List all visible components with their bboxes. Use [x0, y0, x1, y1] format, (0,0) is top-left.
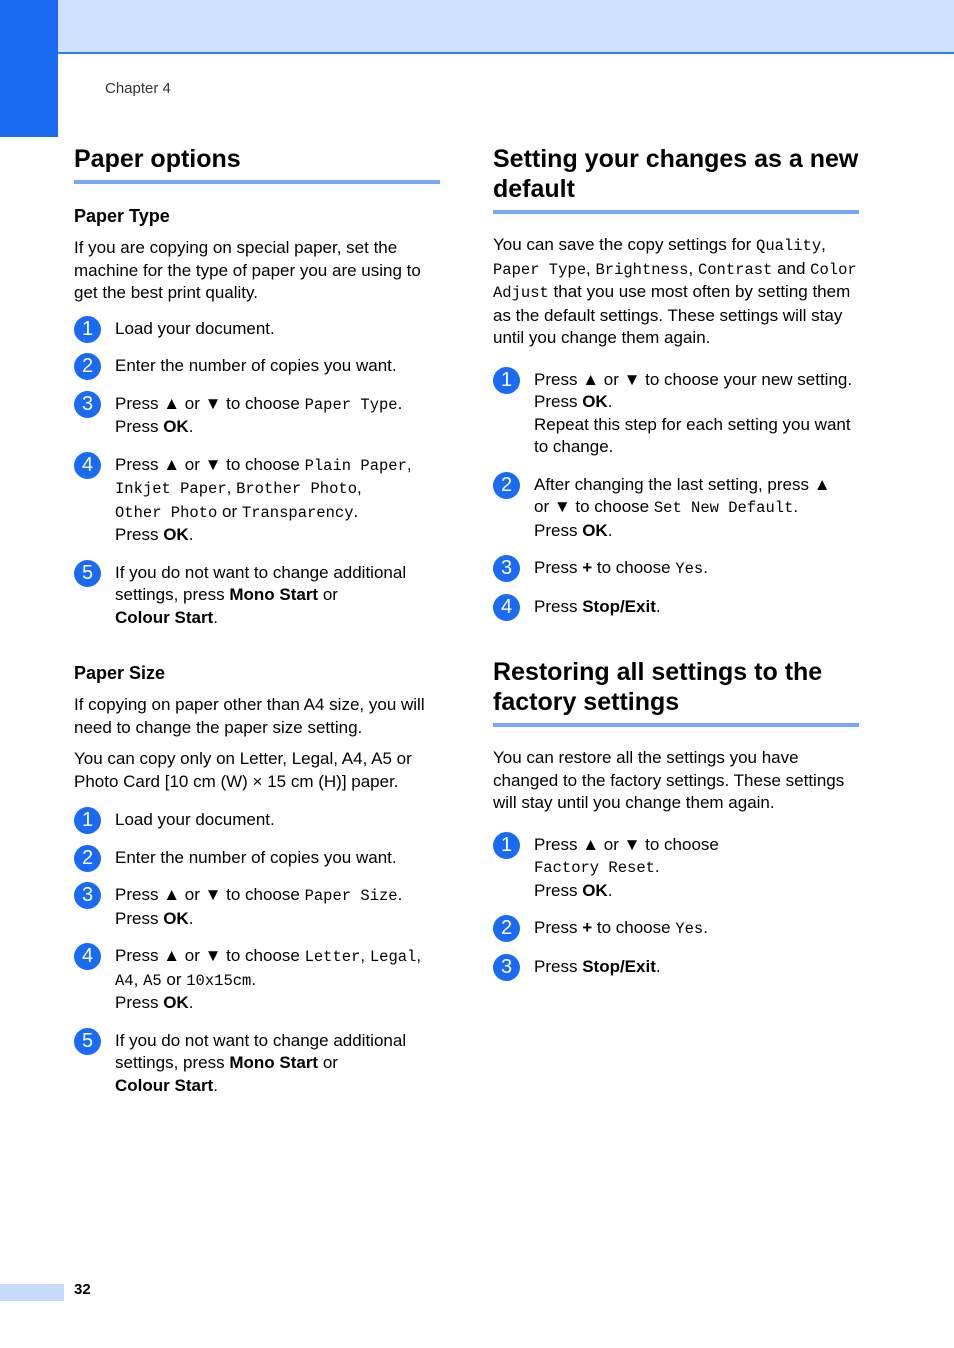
step-number: 1 — [74, 807, 101, 834]
menu-option: Transparency — [241, 503, 354, 522]
list-item — [74, 809, 440, 832]
list-item — [74, 1030, 440, 1098]
step-text: Press — [115, 885, 164, 904]
step-text: . — [353, 501, 359, 521]
step-text: Press — [115, 946, 164, 965]
step-text: to choose — [221, 946, 305, 965]
step-text: , — [360, 946, 370, 965]
menu-option: Paper Size — [304, 887, 398, 905]
up-arrow-icon: ▲ — [163, 885, 181, 904]
right-column — [493, 144, 859, 993]
step-text: . — [607, 520, 613, 540]
list-item — [493, 474, 859, 543]
step-text: to choose — [570, 497, 654, 516]
step-number: 5 — [74, 560, 101, 587]
paper-options-title: Paper options — [74, 144, 440, 184]
list-item — [74, 884, 440, 930]
up-arrow-icon: ▲ — [582, 834, 600, 854]
menu-option: Color Adjust — [493, 260, 857, 302]
paper-type-steps — [74, 318, 440, 630]
step-text: or — [599, 369, 624, 389]
intro-text: , — [821, 235, 826, 254]
new-default-title: Setting your changes as a new default — [493, 144, 859, 214]
up-arrow-icon: ▲ — [582, 369, 600, 389]
intro-text: , — [586, 258, 596, 278]
step-text: Enter the number of copies you want. — [115, 847, 397, 867]
step-number: 4 — [74, 452, 101, 479]
chapter-label: Chapter 4 — [105, 80, 171, 97]
step-text: . — [213, 1075, 218, 1095]
ok-key: OK — [163, 908, 189, 928]
menu-option: Other Photo — [115, 503, 218, 522]
menu-option: Quality — [756, 237, 822, 255]
step-text: . — [397, 393, 403, 413]
step-text: Press — [115, 417, 164, 436]
list-item — [74, 318, 440, 341]
up-arrow-icon: ▲ — [163, 946, 181, 965]
up-arrow-icon: ▲ — [163, 393, 181, 413]
menu-option: Brother Photo — [236, 480, 357, 498]
step-number: 2 — [493, 915, 520, 942]
list-item — [74, 355, 440, 378]
step-number: 3 — [493, 555, 520, 582]
stop-exit-key: Stop/Exit — [582, 596, 656, 616]
step-text: or — [161, 969, 187, 989]
step-text: Press — [534, 880, 583, 900]
step-number: 5 — [74, 1028, 101, 1055]
menu-option: Legal — [369, 948, 417, 966]
up-arrow-icon: ▲ — [813, 474, 831, 494]
step-text: Press — [115, 908, 164, 928]
plus-key: + — [582, 918, 593, 937]
down-arrow-icon: ▼ — [204, 454, 222, 474]
ok-key: OK — [163, 417, 189, 436]
step-text: Enter the number of copies you want. — [115, 356, 397, 375]
step-number: 2 — [74, 353, 101, 380]
up-arrow-icon: ▲ — [163, 454, 181, 474]
step-text: to choose — [592, 558, 676, 577]
step-text: If you do not want to change additional settings, press — [115, 562, 407, 604]
menu-option: A4 — [115, 971, 134, 990]
step-text: to choose — [221, 393, 305, 413]
menu-option: Inkjet Paper — [115, 480, 227, 498]
step-text: . — [655, 956, 661, 976]
step-text: to choose — [221, 885, 305, 904]
step-text: to choose — [221, 454, 305, 474]
ok-key: OK — [582, 880, 608, 900]
list-item — [74, 562, 440, 630]
step-text: , — [357, 478, 362, 497]
mono-start-key: Mono Start — [229, 1053, 319, 1072]
paper-size-heading: Paper Size — [74, 663, 166, 683]
step-text: . — [607, 392, 613, 411]
step-text: , — [226, 478, 237, 497]
menu-option: Set New Default — [653, 499, 794, 517]
ok-key: OK — [163, 525, 189, 544]
step-text: to choose — [640, 834, 719, 854]
step-text: to choose — [592, 918, 676, 937]
step-text: . — [188, 525, 194, 544]
menu-option: Paper Type — [493, 260, 587, 279]
chapter-tab — [0, 0, 58, 137]
step-text: or — [180, 393, 205, 413]
step-text: After changing the last setting, press — [534, 474, 814, 494]
step-number: 3 — [74, 882, 101, 909]
step-text: . — [188, 993, 194, 1012]
footer-bar — [0, 1284, 64, 1301]
step-text: , — [133, 969, 144, 989]
header-band — [0, 0, 954, 54]
step-text: Repeat this step for each setting you want to change. — [534, 414, 851, 456]
step-number: 1 — [493, 832, 520, 859]
step-text: Press — [534, 596, 583, 616]
menu-option: Letter — [304, 948, 361, 966]
paper-size-intro-1: If copying on paper other than A4 size, you will need to change the paper size setting. — [74, 695, 425, 737]
new-default-steps — [493, 369, 859, 619]
menu-option: A5 — [143, 971, 162, 990]
step-text: or — [599, 834, 624, 854]
list-item — [493, 557, 859, 581]
menu-option: Paper Type — [304, 395, 398, 414]
mono-start-key: Mono Start — [229, 585, 319, 604]
step-text: Press — [534, 369, 583, 389]
list-item — [74, 945, 440, 1015]
step-text: . — [607, 880, 613, 900]
step-text: . — [251, 969, 257, 989]
step-number: 4 — [493, 594, 520, 621]
step-text: Press — [115, 393, 164, 413]
step-text: , — [416, 946, 422, 965]
intro-text: that you use most often by setting them as the default settings. These settings will stay until you change them again. — [493, 282, 851, 347]
list-item — [493, 917, 859, 941]
step-text: Press — [534, 558, 583, 577]
menu-option: 10x15cm — [186, 971, 252, 990]
down-arrow-icon: ▼ — [623, 369, 641, 389]
intro-text: and — [772, 258, 811, 278]
step-text: Load your document. — [115, 810, 275, 829]
step-text: . — [703, 918, 708, 937]
page-number: 32 — [74, 1281, 91, 1298]
new-default-intro — [493, 234, 859, 350]
down-arrow-icon: ▼ — [204, 885, 222, 904]
ok-key: OK — [582, 392, 608, 411]
step-text: Press — [115, 454, 164, 474]
factory-reset-title: Restoring all settings to the factory settings — [493, 657, 859, 727]
paper-size-intro-2: You can copy only on Letter, Legal, A4, A5 or Photo Card [10 cm (W) × 15 cm (H)] paper. — [74, 749, 412, 791]
down-arrow-icon: ▼ — [204, 946, 222, 965]
step-text: Press — [115, 993, 164, 1012]
menu-option: Contrast — [697, 260, 773, 279]
left-column — [74, 144, 440, 1112]
intro-text: You can save the copy settings for — [493, 235, 757, 254]
list-item — [74, 847, 440, 870]
menu-option: Yes — [675, 920, 704, 938]
step-text: Press — [534, 392, 583, 411]
colour-start-key: Colour Start — [115, 1075, 214, 1095]
step-text: . — [213, 607, 218, 627]
factory-reset-steps — [493, 834, 859, 979]
list-item — [493, 369, 859, 459]
step-number: 2 — [493, 472, 520, 499]
down-arrow-icon: ▼ — [204, 393, 222, 413]
step-text: or — [180, 946, 205, 965]
menu-option: Brightness — [595, 260, 689, 279]
step-text: or — [180, 454, 205, 474]
step-text: Press — [534, 918, 583, 937]
plus-key: + — [582, 558, 593, 577]
step-text: , — [406, 454, 412, 474]
menu-option: Yes — [675, 560, 704, 578]
list-item — [493, 834, 859, 903]
menu-option: Plain Paper — [304, 456, 407, 475]
step-text: Press — [534, 834, 583, 854]
factory-reset-intro: You can restore all the settings you have changed to the factory settings. These settings will stay until you change them again. — [493, 748, 845, 812]
step-number: 1 — [493, 367, 520, 394]
paper-size-steps — [74, 809, 440, 1097]
step-text: or — [318, 1053, 338, 1072]
list-item — [493, 956, 859, 979]
step-text: or — [217, 501, 242, 521]
step-text: Press — [534, 956, 583, 976]
step-text: . — [793, 497, 799, 516]
step-text: Press — [534, 520, 583, 540]
stop-exit-key: Stop/Exit — [582, 956, 656, 976]
list-item — [493, 596, 859, 619]
step-text: Load your document. — [115, 318, 275, 338]
step-text: . — [703, 558, 708, 577]
down-arrow-icon: ▼ — [553, 497, 571, 516]
menu-option: Factory Reset — [534, 859, 655, 877]
ok-key: OK — [163, 993, 189, 1012]
step-text: or — [318, 585, 338, 604]
step-text: . — [188, 417, 194, 436]
step-text: Press — [115, 525, 164, 544]
list-item — [74, 454, 440, 547]
intro-text: , — [688, 258, 698, 278]
step-text: . — [655, 596, 661, 616]
step-text: or — [180, 885, 205, 904]
step-text: . — [397, 885, 403, 904]
paper-type-intro: If you are copying on special paper, set the machine for the type of paper you are using to get the best print quality. — [74, 238, 421, 302]
step-text: to choose your new setting. — [640, 369, 853, 389]
step-number: 3 — [74, 391, 101, 418]
step-text: If you do not want to change additional settings, press — [115, 1030, 407, 1072]
step-number: 3 — [493, 954, 520, 981]
step-text: . — [188, 908, 194, 928]
down-arrow-icon: ▼ — [623, 834, 641, 854]
step-number: 4 — [74, 943, 101, 970]
ok-key: OK — [582, 520, 608, 540]
step-number: 2 — [74, 845, 101, 872]
list-item — [74, 393, 440, 439]
step-text: or — [534, 497, 554, 516]
paper-type-heading: Paper Type — [74, 206, 170, 226]
step-text: . — [654, 857, 660, 876]
colour-start-key: Colour Start — [115, 607, 214, 627]
step-number: 1 — [74, 316, 101, 343]
